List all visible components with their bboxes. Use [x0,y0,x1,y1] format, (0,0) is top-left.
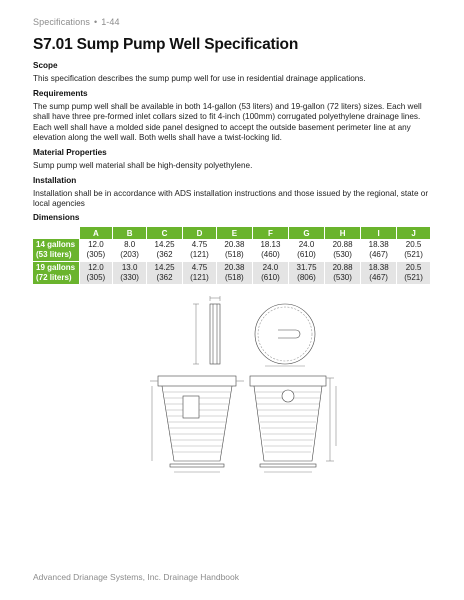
table-cell: 18.38 (467) [361,239,397,262]
col-header: F [252,227,288,239]
col-header: I [361,227,397,239]
table-row [33,239,431,262]
requirements-text: The sump pump well shall be available in both 14-gallon (53 liters) and 19-gallon (72 liters) sizes. Each well shall have three pre-formed inlet collars sized to fit 4-inch (100mm) corrugated polyethylene drainage lines. Each well shall have a molded side panel designed to accept the outside basement perimeter line at any elevation along the well wall. Both wells shall have a twist-locking lid. [33,102,422,143]
dimensions-section [33,213,433,226]
table-cell: 12.0 (305) [79,262,113,285]
well-elevation-right [250,376,336,472]
col-header: C [147,227,183,239]
table-row [33,262,431,285]
table-cell: 18.38 (467) [361,262,397,285]
table-cell: 4.75 (121) [183,262,217,285]
table-cell: 13.0 (330) [113,262,147,285]
lid-side-view [193,296,220,364]
header-corner [33,227,79,239]
dimensions-heading: Dimensions [33,213,80,222]
lid-top-view [255,304,315,366]
installation-heading: Installation [33,176,77,185]
dimensions-header-row [33,227,431,239]
header-separator: • [93,17,98,27]
material-text: Sump pump well material shall be high-density polyethylene. [33,161,253,170]
col-header: A [79,227,113,239]
table-cell: 4.75 (121) [183,239,217,262]
row-label: 19 gallons (72 liters) [33,262,79,285]
table-cell: 31.75 (806) [288,262,324,285]
table-cell: 20.5 (521) [397,262,431,285]
sump-well-technical-drawing [130,296,350,474]
page-title: S7.01 Sump Pump Well Specification [33,36,299,53]
dimensions-table [33,227,431,284]
scope-text: This specification describes the sump pump well for use in residential drainage applications. [33,74,366,83]
installation-text: Installation shall be in accordance with ADS installation instructions and those issued by the regional, state or local agencies [33,189,429,209]
table-cell: 20.88 (530) [325,239,361,262]
table-cell: 14.25 (362 [147,262,183,285]
table-cell: 20.5 (521) [397,239,431,262]
table-cell: 20.88 (530) [325,262,361,285]
table-cell: 24.0 (610) [252,262,288,285]
running-header [33,17,120,27]
installation-section [33,176,433,210]
scope-heading: Scope [33,61,58,70]
table-cell: 18.13 (460) [252,239,288,262]
table-cell: 14.25 (362 [147,239,183,262]
table-cell: 20.38 (518) [216,239,252,262]
col-header: J [397,227,431,239]
scope-section [33,61,433,84]
page-footer: Advanced Drianage Systems, Inc. Drainage Handbook [33,572,240,582]
table-cell: 8.0 (203) [113,239,147,262]
table-cell: 12.0 (305) [79,239,113,262]
col-header: E [216,227,252,239]
col-header: H [325,227,361,239]
col-header: D [183,227,217,239]
table-cell: 24.0 (610) [288,239,324,262]
header-page-number: 1-44 [101,17,120,27]
row-label: 14 gallons (53 liters) [33,239,79,262]
material-section [33,148,433,171]
col-header: G [288,227,324,239]
material-heading: Material Properties [33,148,107,157]
col-header: B [113,227,147,239]
requirements-heading: Requirements [33,89,88,98]
requirements-section [33,89,433,144]
header-section: Specifications [33,17,90,27]
well-elevation-left [150,376,244,472]
table-cell: 20.38 (518) [216,262,252,285]
